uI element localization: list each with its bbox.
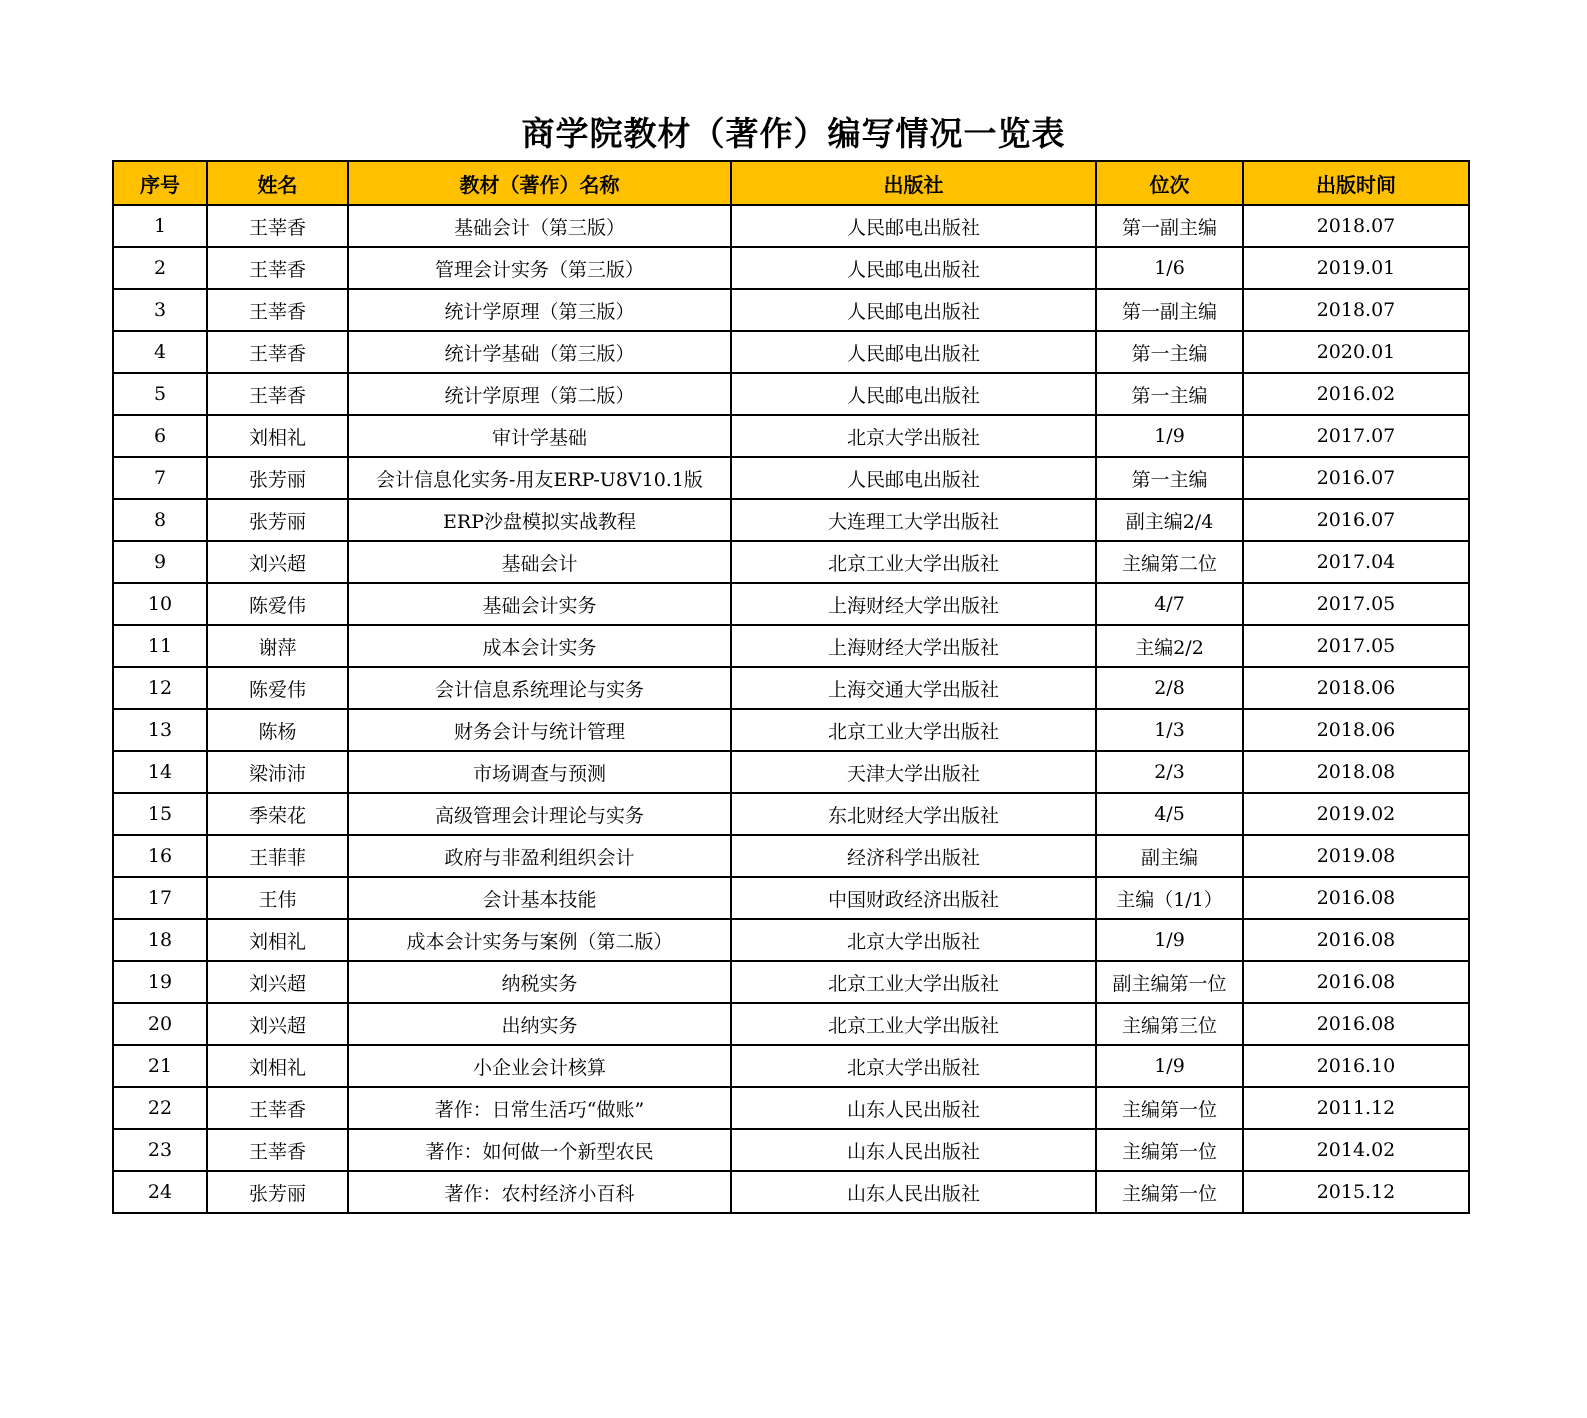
publisher-cell: 上海财经大学出版社 (731, 583, 1096, 625)
title-cell: 出纳实务 (348, 1003, 731, 1045)
date-cell: 2017.05 (1243, 583, 1469, 625)
name-cell: 王莘香 (207, 205, 348, 247)
title-cell: 著作：如何做一个新型农民 (348, 1129, 731, 1171)
title-cell: 会计基本技能 (348, 877, 731, 919)
publisher-cell: 山东人民出版社 (731, 1129, 1096, 1171)
title-cell: 统计学原理（第三版） (348, 289, 731, 331)
rank-cell: 副主编2/4 (1096, 499, 1243, 541)
name-cell: 刘兴超 (207, 1003, 348, 1045)
title-cell: 纳税实务 (348, 961, 731, 1003)
rank-cell: 1/6 (1096, 247, 1243, 289)
name-cell: 刘相礼 (207, 919, 348, 961)
publisher-cell: 北京工业大学出版社 (731, 541, 1096, 583)
title-cell: 管理会计实务（第三版） (348, 247, 731, 289)
table-row (113, 331, 1469, 373)
table-row (113, 877, 1469, 919)
page-title: 商学院教材（著作）编写情况一览表 (521, 114, 1066, 153)
index-cell: 8 (113, 499, 207, 541)
name-cell: 王莘香 (207, 373, 348, 415)
publisher-cell: 人民邮电出版社 (731, 247, 1096, 289)
date-cell: 2017.05 (1243, 625, 1469, 667)
date-cell: 2011.12 (1243, 1087, 1469, 1129)
rank-cell: 1/9 (1096, 415, 1243, 457)
index-cell: 4 (113, 331, 207, 373)
rank-cell: 第一主编 (1096, 457, 1243, 499)
index-cell: 13 (113, 709, 207, 751)
publisher-cell: 人民邮电出版社 (731, 289, 1096, 331)
publisher-cell: 人民邮电出版社 (731, 457, 1096, 499)
index-cell: 1 (113, 205, 207, 247)
publisher-cell: 北京工业大学出版社 (731, 709, 1096, 751)
date-cell: 2019.02 (1243, 793, 1469, 835)
publisher-cell: 北京工业大学出版社 (731, 1003, 1096, 1045)
title-cell: 成本会计实务与案例（第二版） (348, 919, 731, 961)
date-cell: 2019.01 (1243, 247, 1469, 289)
table-row (113, 1045, 1469, 1087)
rank-cell: 4/7 (1096, 583, 1243, 625)
publisher-cell: 中国财政经济出版社 (731, 877, 1096, 919)
date-cell: 2017.07 (1243, 415, 1469, 457)
publisher-cell: 北京工业大学出版社 (731, 961, 1096, 1003)
table-row (113, 415, 1469, 457)
index-cell: 18 (113, 919, 207, 961)
index-cell: 24 (113, 1171, 207, 1213)
date-cell: 2020.01 (1243, 331, 1469, 373)
table-row (113, 751, 1469, 793)
rank-cell: 2/3 (1096, 751, 1243, 793)
index-cell: 3 (113, 289, 207, 331)
title-cell: 市场调查与预测 (348, 751, 731, 793)
title-cell: 统计学基础（第三版） (348, 331, 731, 373)
name-cell: 刘相礼 (207, 415, 348, 457)
title-cell: 小企业会计核算 (348, 1045, 731, 1087)
publisher-cell: 山东人民出版社 (731, 1087, 1096, 1129)
date-cell: 2019.08 (1243, 835, 1469, 877)
table-row (113, 541, 1469, 583)
index-cell: 12 (113, 667, 207, 709)
index-cell: 16 (113, 835, 207, 877)
name-cell: 梁沛沛 (207, 751, 348, 793)
title-cell: 政府与非盈利组织会计 (348, 835, 731, 877)
date-cell: 2018.07 (1243, 289, 1469, 331)
table-row (113, 457, 1469, 499)
name-cell: 张芳丽 (207, 1171, 348, 1213)
index-cell: 11 (113, 625, 207, 667)
header-row (113, 161, 1469, 205)
table-row (113, 373, 1469, 415)
column-header-rank: 位次 (1096, 161, 1243, 205)
name-cell: 陈杨 (207, 709, 348, 751)
rank-cell: 主编（1/1） (1096, 877, 1243, 919)
table-row (113, 1087, 1469, 1129)
rank-cell: 主编第三位 (1096, 1003, 1243, 1045)
rank-cell: 1/3 (1096, 709, 1243, 751)
column-header-date: 出版时间 (1243, 161, 1469, 205)
publisher-cell: 人民邮电出版社 (731, 331, 1096, 373)
table-row (113, 583, 1469, 625)
title-cell: 会计信息系统理论与实务 (348, 667, 731, 709)
name-cell: 陈爱伟 (207, 583, 348, 625)
rank-cell: 主编第一位 (1096, 1087, 1243, 1129)
title-cell: 基础会计（第三版） (348, 205, 731, 247)
title-cell: ERP沙盘模拟实战教程 (348, 499, 731, 541)
title-cell: 会计信息化实务-用友ERP-U8V10.1版 (348, 457, 731, 499)
table-row (113, 625, 1469, 667)
rank-cell: 第一主编 (1096, 373, 1243, 415)
date-cell: 2014.02 (1243, 1129, 1469, 1171)
table-row (113, 205, 1469, 247)
publisher-cell: 人民邮电出版社 (731, 373, 1096, 415)
rank-cell: 副主编 (1096, 835, 1243, 877)
index-cell: 19 (113, 961, 207, 1003)
index-cell: 10 (113, 583, 207, 625)
index-cell: 21 (113, 1045, 207, 1087)
name-cell: 王莘香 (207, 331, 348, 373)
date-cell: 2016.08 (1243, 961, 1469, 1003)
rank-cell: 第一副主编 (1096, 289, 1243, 331)
rank-cell: 第一副主编 (1096, 205, 1243, 247)
rank-cell: 主编第一位 (1096, 1129, 1243, 1171)
title-cell: 财务会计与统计管理 (348, 709, 731, 751)
name-cell: 王莘香 (207, 1129, 348, 1171)
table-row (113, 709, 1469, 751)
date-cell: 2016.02 (1243, 373, 1469, 415)
rank-cell: 1/9 (1096, 919, 1243, 961)
index-cell: 20 (113, 1003, 207, 1045)
rank-cell: 1/9 (1096, 1045, 1243, 1087)
publisher-cell: 人民邮电出版社 (731, 205, 1096, 247)
table-row (113, 289, 1469, 331)
publisher-cell: 山东人民出版社 (731, 1171, 1096, 1213)
table-body (113, 205, 1469, 1213)
title-cell: 著作：农村经济小百科 (348, 1171, 731, 1213)
index-cell: 6 (113, 415, 207, 457)
rank-cell: 主编第二位 (1096, 541, 1243, 583)
date-cell: 2016.08 (1243, 1003, 1469, 1045)
index-cell: 7 (113, 457, 207, 499)
date-cell: 2018.06 (1243, 667, 1469, 709)
title-cell: 成本会计实务 (348, 625, 731, 667)
table-row (113, 793, 1469, 835)
table-row (113, 667, 1469, 709)
name-cell: 刘兴超 (207, 541, 348, 583)
name-cell: 张芳丽 (207, 499, 348, 541)
name-cell: 王莘香 (207, 289, 348, 331)
index-cell: 9 (113, 541, 207, 583)
publisher-cell: 北京大学出版社 (731, 1045, 1096, 1087)
date-cell: 2016.07 (1243, 457, 1469, 499)
rank-cell: 副主编第一位 (1096, 961, 1243, 1003)
publisher-cell: 经济科学出版社 (731, 835, 1096, 877)
rank-cell: 4/5 (1096, 793, 1243, 835)
title-cell: 审计学基础 (348, 415, 731, 457)
table-row (113, 1171, 1469, 1213)
publisher-cell: 天津大学出版社 (731, 751, 1096, 793)
name-cell: 刘相礼 (207, 1045, 348, 1087)
date-cell: 2016.07 (1243, 499, 1469, 541)
name-cell: 王菲菲 (207, 835, 348, 877)
table-row (113, 961, 1469, 1003)
rank-cell: 主编第一位 (1096, 1171, 1243, 1213)
rank-cell: 主编2/2 (1096, 625, 1243, 667)
date-cell: 2018.06 (1243, 709, 1469, 751)
table-row (113, 919, 1469, 961)
column-header-title: 教材（著作）名称 (348, 161, 731, 205)
table-row (113, 1129, 1469, 1171)
name-cell: 陈爱伟 (207, 667, 348, 709)
publisher-cell: 北京大学出版社 (731, 919, 1096, 961)
date-cell: 2016.08 (1243, 877, 1469, 919)
date-cell: 2017.04 (1243, 541, 1469, 583)
textbook-table (112, 160, 1470, 1214)
publisher-cell: 上海财经大学出版社 (731, 625, 1096, 667)
date-cell: 2016.08 (1243, 919, 1469, 961)
column-header-name: 姓名 (207, 161, 348, 205)
table-row (113, 499, 1469, 541)
index-cell: 15 (113, 793, 207, 835)
index-cell: 23 (113, 1129, 207, 1171)
rank-cell: 第一主编 (1096, 331, 1243, 373)
publisher-cell: 上海交通大学出版社 (731, 667, 1096, 709)
table-row (113, 1003, 1469, 1045)
date-cell: 2018.07 (1243, 205, 1469, 247)
column-header-publisher: 出版社 (731, 161, 1096, 205)
index-cell: 5 (113, 373, 207, 415)
rank-cell: 2/8 (1096, 667, 1243, 709)
title-cell: 基础会计实务 (348, 583, 731, 625)
name-cell: 谢萍 (207, 625, 348, 667)
name-cell: 王莘香 (207, 1087, 348, 1129)
name-cell: 季荣花 (207, 793, 348, 835)
index-cell: 22 (113, 1087, 207, 1129)
title-cell: 著作：日常生活巧“做账” (348, 1087, 731, 1129)
name-cell: 王莘香 (207, 247, 348, 289)
table-row (113, 835, 1469, 877)
publisher-cell: 大连理工大学出版社 (731, 499, 1096, 541)
column-header-index: 序号 (113, 161, 207, 205)
name-cell: 王伟 (207, 877, 348, 919)
index-cell: 17 (113, 877, 207, 919)
date-cell: 2016.10 (1243, 1045, 1469, 1087)
title-cell: 基础会计 (348, 541, 731, 583)
title-cell: 统计学原理（第二版） (348, 373, 731, 415)
name-cell: 张芳丽 (207, 457, 348, 499)
index-cell: 2 (113, 247, 207, 289)
date-cell: 2015.12 (1243, 1171, 1469, 1213)
name-cell: 刘兴超 (207, 961, 348, 1003)
publisher-cell: 东北财经大学出版社 (731, 793, 1096, 835)
publisher-cell: 北京大学出版社 (731, 415, 1096, 457)
index-cell: 14 (113, 751, 207, 793)
table-row (113, 247, 1469, 289)
date-cell: 2018.08 (1243, 751, 1469, 793)
title-cell: 高级管理会计理论与实务 (348, 793, 731, 835)
